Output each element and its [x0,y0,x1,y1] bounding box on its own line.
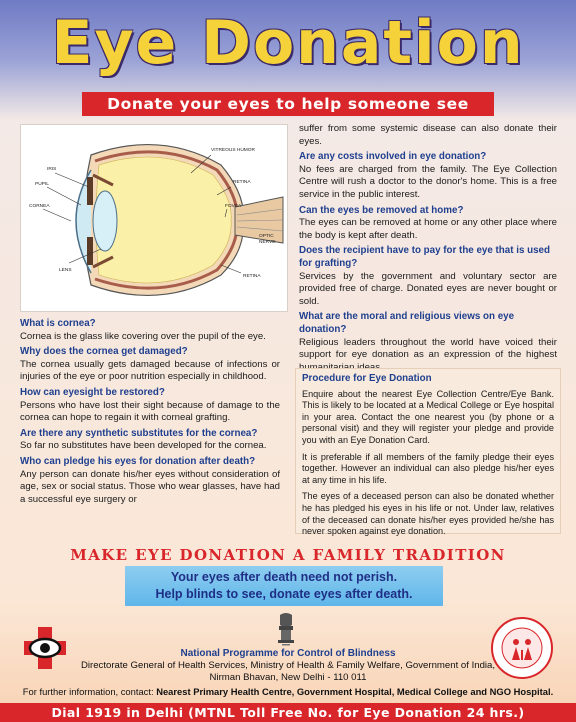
banner-line: Your eyes after death need not perish. [170,570,398,584]
banner-line: Help blinds to see, donate eyes after death. [155,587,413,601]
answer: Services by the government and voluntary sector are provided free of charge. Donated eyes are never bought or sold. [299,270,557,307]
label-retina-top: RETINA [233,180,251,185]
state-emblem-icon [274,611,298,647]
label-retina-bottom: RETINA [243,274,261,279]
label-lens: LENS [59,268,72,273]
answer: So far no substitutes have been developed for the cornea. [20,440,267,452]
procedure-paragraph: It is preferable if all members of the family pledge their eyes together. However an individual can also pledge his/her eyes at any time in his life. [302,451,554,485]
label-vitreous: VITREOUS HUMOR [211,148,255,153]
question: Who can pledge his eyes for donation after death? [20,455,256,467]
question: Why does the cornea get damaged? [20,346,188,358]
procedure-paragraph: The eyes of a deceased person can also be donated whether he has pledged his eyes in his life or not. Under law, relatives of the deceased can donate his/her eyes provided he/she has never spoken against eye donation. [302,491,554,537]
answer: Persons who have lost their sight because of damage to the cornea can hope to regain it with corneal grafting. [20,399,280,424]
slogan: MAKE EYE DONATION A FAMILY TRADITION [70,546,506,564]
question: Are any costs involved in eye donation? [299,151,487,163]
procedure-paragraph: Enquire about the nearest Eye Collection Centre/Eye Bank. This is likely to be located at a Medical College or Eye hospital in your area. Contact the one nearest you (by phone or a personal visit) and they will register your pledge and provide you with an Eye Donation Card. [302,388,554,445]
left-qa-column [20,315,280,508]
eye-diagram [20,124,288,312]
question: Does the recipient have to pay for the eye that is used for grafting? [299,245,550,269]
directorate: Directorate General of Health Services, Ministry of Health & Family Welfare, Government of India, [80,660,496,671]
question: What is cornea? [20,318,96,329]
label-optic: OPTIC [259,234,274,239]
programme-name: National Programme for Control of Blindness [180,648,396,659]
answer-continuation: suffer from some systemic disease can also donate their eyes. [299,123,557,147]
label-fovea: FOVEA [225,204,242,209]
answer: Any person can donate his/her eyes without consideration of age, sex or social status. Those who wear glasses, have had a successful eye surgery or [20,468,280,505]
label-iris: IRIS [47,167,57,172]
answer: No fees are charged from the family. The Eye Collection Centre will rush a doctor to the donor's home. This is a free service in the public interest. [299,163,557,200]
right-qa-column [299,123,557,376]
answer: The eyes can be removed at home or any other place where the body is kept after death. [299,217,557,241]
footer-organization [0,648,576,684]
label-nerve: NERVE [259,240,276,245]
address: Nirman Bhavan, New Delhi - 110 011 [209,672,367,683]
question: How can eyesight be restored? [20,386,165,398]
contact-line [0,686,576,697]
label-cornea: CORNEA [29,204,50,209]
answer: The cornea usually gets damaged because of infections or injuries of the eye or poor nutrition especially in childhood. [20,358,280,383]
question: What are the moral and religious views on eye donation? [299,311,515,335]
procedure-box [295,368,561,537]
contact-prefix: For further information, contact: [22,686,154,697]
question: Are there any synthetic substitutes for the cornea? [20,427,258,439]
helpline-bar: Dial 1919 in Delhi (MTNL Toll Free No. for Eye Donation 24 hrs.) [0,703,576,722]
tagline: Donate your eyes to help someone see [82,92,494,116]
page-title: Eye Donation [51,8,525,78]
contact-places: Nearest Primary Health Centre, Government Hospital, Medical College and NGO Hospital. [156,686,554,697]
eye-anatomy-icon [21,125,287,311]
procedure-title: Procedure for Eye Donation [302,373,432,384]
label-pupil: PUPIL [35,182,49,187]
answer: Religious leaders throughout the world have voiced their support for eye donation as an expression of the highest [299,336,557,361]
question: Can the eyes be removed at home? [299,204,464,216]
message-banner [125,566,443,606]
answer: Cornea is the glass like covering over the pupil of the eye. [20,330,266,342]
